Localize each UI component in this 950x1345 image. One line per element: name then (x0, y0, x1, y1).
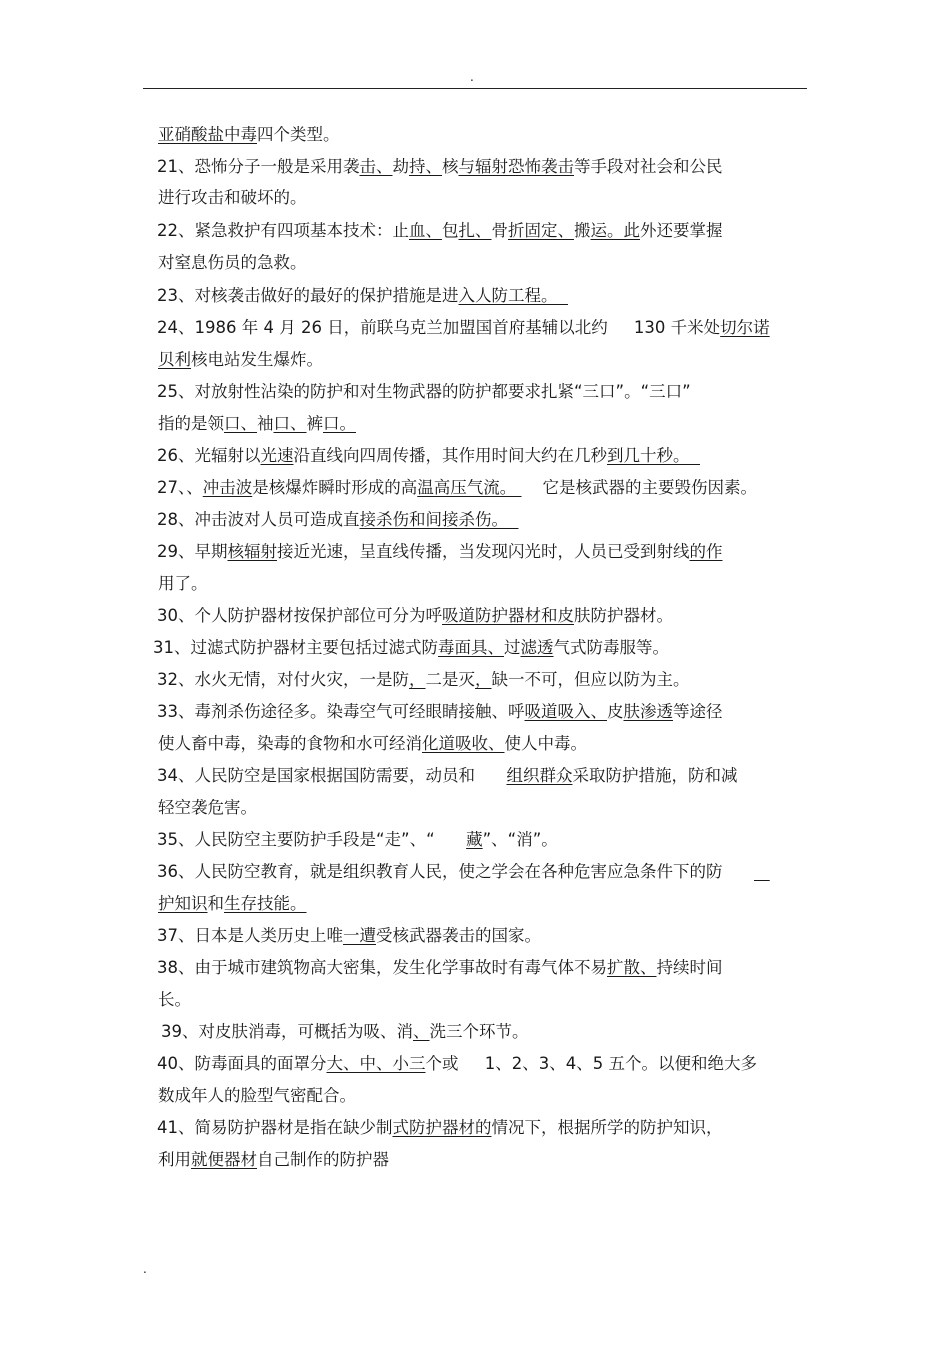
underlined-answer: 就便器材 (191, 1150, 257, 1169)
text-segment: 自己制作的防护器 (257, 1150, 389, 1169)
text-line (158, 573, 208, 595)
text-line (157, 829, 558, 851)
text-line (158, 989, 191, 1011)
text-segment: 32、水火无情，对付火灾，一是防 (157, 670, 409, 689)
text-line (157, 765, 737, 787)
text-line (157, 1053, 757, 1075)
text-segment: 25、对放射性沾染的防护和对生物武器的防护都要求扎紧“三口”。“三口” (157, 382, 691, 401)
text-segment: 30、个人防护器材按保护部位可分为呼 (157, 606, 442, 625)
text-segment: 核 (442, 157, 459, 176)
text-segment: 包 (442, 221, 459, 240)
underlined-answer: 毒面具、 (438, 638, 504, 657)
underlined-answer: 击、 (359, 157, 393, 176)
text-segment: 和 (207, 894, 224, 913)
text-segment: 袖 (257, 414, 274, 433)
text-segment: 指的是领 (158, 414, 224, 433)
text-segment: 27、、 (157, 478, 203, 497)
text-segment: 进行攻击和破坏的。 (158, 188, 307, 207)
text-line (157, 381, 691, 403)
text-line (153, 637, 669, 659)
underlined-answer (754, 862, 770, 881)
text-segment: 缺一不可，但应以防为主。 (491, 670, 690, 689)
text-segment: 使人中毒。 (504, 734, 587, 753)
text-line (157, 317, 770, 339)
text-line (157, 701, 723, 723)
underlined-answer: 接杀伤和间接杀伤。 (359, 510, 519, 529)
underlined-answer: 冲击波 (202, 478, 253, 497)
underlined-answer: 与辐射恐怖袭击 (458, 157, 574, 176)
text-line (157, 861, 770, 883)
underlined-answer: 护知识 (158, 894, 208, 913)
underlined-answer: 口。 (323, 414, 356, 433)
underlined-answer: 生存技能。 (224, 894, 307, 913)
text-line (158, 1085, 356, 1107)
text-segment: 34、人民防空是国家根据国防需要，动员和 (157, 766, 507, 785)
underlined-answer: 肤渗透 (623, 702, 673, 721)
text-segment: 22、紧急救护有四项基本技术：止 (157, 221, 409, 240)
text-line (158, 187, 307, 209)
text-segment: 24、1986 年 4 月 26 日，前联乌克兰加盟国首府基辅以北约 130 千米处 (157, 318, 721, 337)
underlined-answer: 口、 (273, 414, 307, 433)
underlined-answer: 血、 (409, 221, 442, 240)
text-segment: 用了。 (158, 574, 208, 593)
underlined-answer: 到几十秒。 (607, 446, 700, 465)
underlined-answer: 温高压气流。 (417, 478, 522, 497)
text-line (158, 349, 323, 371)
text-segment: 21、恐怖分子一般是采用袭 (157, 157, 360, 176)
underlined-answer: 持、 (409, 157, 442, 176)
text-line (157, 285, 568, 307)
underlined-answer: 吸道防护器材和皮 (442, 606, 574, 625)
text-segment: 使人畜中毒，染毒的食物和水可经消 (158, 734, 422, 753)
text-segment: 是核爆炸瞬时形成的高 (252, 478, 418, 497)
text-line (158, 124, 340, 146)
underlined-answer: ， (475, 670, 492, 689)
text-line (158, 893, 307, 915)
text-line (157, 605, 673, 627)
text-segment: 采取防护措施，防和减 (572, 766, 738, 785)
text-line (158, 1149, 389, 1171)
text-segment: 轻空袭危害。 (158, 798, 257, 817)
text-segment: 35、人民防空主要防护手段是“走”、“ (157, 830, 467, 849)
text-segment: 情况下，根据所学的防护知识， (491, 1118, 723, 1137)
text-segment: 劫 (392, 157, 409, 176)
underlined-answer: 核辐射 (227, 542, 277, 561)
text-segment: 数成年人的脸型气密配合。 (158, 1086, 356, 1105)
text-segment: 利用 (158, 1150, 191, 1169)
text-segment: 持 (656, 958, 673, 977)
text-segment: 39、对皮肤消毒，可概括为吸、消 (161, 1022, 413, 1041)
text-line (157, 477, 757, 499)
text-segment: 肤防护器材。 (574, 606, 673, 625)
text-segment: 等手段对社会和公民 (574, 157, 723, 176)
text-segment: 23、对核袭击做好的最好的保护措施是进 (157, 286, 459, 305)
underlined-answer: 一遭 (343, 926, 376, 945)
text-segment: 二是灭 (425, 670, 475, 689)
text-segment: 38、由于城市建筑物高大密集，发生化学事故时有毒气体不易 (157, 958, 607, 977)
underlined-answer: ， (409, 670, 426, 689)
text-line (158, 252, 307, 274)
text-segment: 过 (504, 638, 521, 657)
text-line (157, 957, 723, 979)
text-line (158, 413, 356, 435)
underlined-answer: 光速 (260, 446, 294, 465)
text-segment: 40、防毒面具的面罩分 (157, 1054, 327, 1073)
text-segment: 41、简易防护器材是指在缺少制 (157, 1118, 393, 1137)
text-segment: 等途径 (673, 702, 723, 721)
text-segment: 沿直线向四周传播，其作用时间大约在几秒 (293, 446, 607, 465)
text-line (158, 733, 587, 755)
underlined-answer: 化道吸收、 (422, 734, 505, 753)
text-line (157, 1117, 723, 1139)
text-segment: 搬 (574, 221, 591, 240)
text-segment: 核电站发生爆炸。 (191, 350, 323, 369)
underlined-answer: 切尔诺 (720, 318, 770, 337)
text-segment: 皮 (607, 702, 624, 721)
text-line (157, 509, 519, 531)
text-segment: 裤 (306, 414, 323, 433)
underlined-answer: 大、中、小三 (326, 1054, 426, 1073)
text-line (157, 925, 541, 947)
text-segment: 对窒息伤员的急救。 (158, 253, 307, 272)
text-line (157, 156, 723, 178)
text-segment: 四个类型。 (257, 125, 340, 144)
text-line (157, 541, 723, 563)
text-line (157, 220, 723, 242)
underlined-answer: 扩散、 (607, 958, 657, 977)
text-segment: 36、人民防空教育，就是组织教育人民，使之学会在各种危害应急条件下的防 (157, 862, 754, 881)
underlined-answer: 扎、 (458, 221, 492, 240)
underlined-answer: 入人防工程。 (458, 286, 568, 305)
text-segment: 个或 1、2、3、4、5 五个。以便和绝大多 (425, 1054, 757, 1073)
underlined-answer: 藏 (466, 830, 483, 849)
text-segment: 骨 (491, 221, 508, 240)
text-segment: 长。 (158, 990, 191, 1009)
text-segment: 外还要掌握 (640, 221, 723, 240)
underlined-answer: 亚硝酸盐中毒 (158, 125, 257, 144)
underlined-answer: 滤透 (520, 638, 554, 657)
text-line (158, 797, 257, 819)
underlined-answer: 吸道吸入、 (524, 702, 607, 721)
footer-mark: . (143, 1262, 147, 1276)
text-segment: 31、过滤式防护器材主要包括过滤式防 (153, 638, 438, 657)
text-segment: 续时间 (673, 958, 723, 977)
underlined-answer: 口、 (224, 414, 257, 433)
underlined-answer: 的作 (689, 542, 723, 561)
text-line (157, 445, 700, 467)
underlined-answer: 式防护器材的 (392, 1118, 492, 1137)
text-line (157, 669, 690, 691)
underlined-answer: 、 (413, 1022, 430, 1041)
text-segment: 接近光速，呈直线传播，当发现闪光时，人员已受到射线 (277, 542, 690, 561)
header-mark: . (470, 70, 474, 84)
text-segment: 洗三个环节。 (429, 1022, 529, 1041)
text-segment: ”、“消”。 (482, 830, 558, 849)
underlined-answer: 贝利 (158, 350, 191, 369)
underlined-answer: 组织群众 (506, 766, 573, 785)
text-segment: 气式防毒服等。 (553, 638, 669, 657)
text-segment: 33、毒剂杀伤途径多。染毒空气可经眼睛接触、呼 (157, 702, 525, 721)
text-line (161, 1021, 529, 1043)
text-segment: 26、光辐射以 (157, 446, 261, 465)
text-segment: 37、日本是人类历史上唯 (157, 926, 343, 945)
underlined-answer: 运。此 (590, 221, 640, 240)
text-segment: 受核武器袭击的国家。 (376, 926, 541, 945)
underlined-answer: 折固定、 (508, 221, 574, 240)
text-segment: 28、冲击波对人员可造成直 (157, 510, 360, 529)
text-segment: 它是核武器的主要毁伤因素。 (521, 478, 757, 497)
text-segment: 29、早期 (157, 542, 228, 561)
